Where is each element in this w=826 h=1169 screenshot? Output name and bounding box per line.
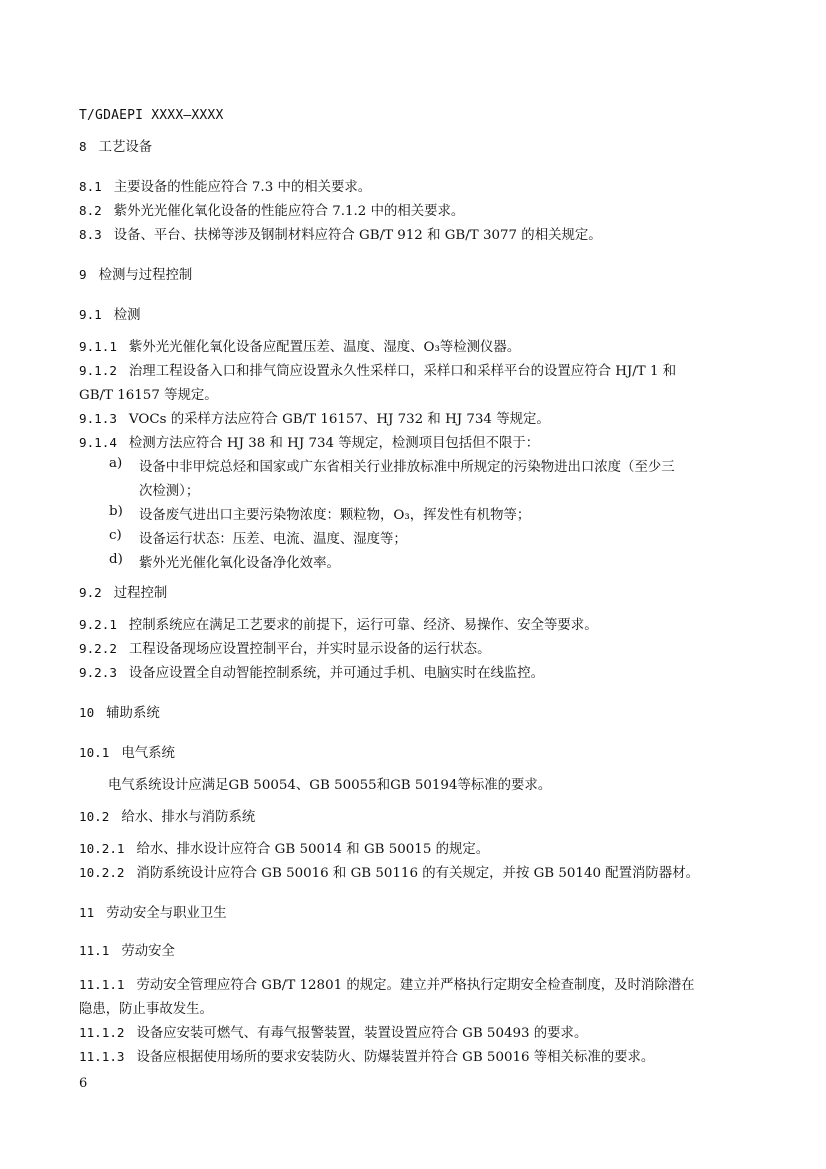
section-8-heading	[79, 136, 152, 155]
clause-text: 紫外光光催化氧化设备的性能应符合 7.1.2 中的相关要求。	[113, 204, 465, 219]
clause-11-1-2	[79, 1022, 587, 1041]
clause-number: 9.2.1	[79, 617, 117, 632]
subsection-title: 过程控制	[113, 586, 168, 601]
list-item-text: 紫外光光催化氧化设备净化效率。	[139, 556, 340, 571]
clause-11-1-1-continued: 隐患，防止事故发生。	[79, 1002, 213, 1017]
list-item-text: 设备废气进出口主要污染物浓度：颗粒物，O₃，挥发性有机物等；	[139, 508, 531, 523]
paragraph-10-1: 电气系统设计应满足GB 50054、GB 50055和GB 50194等标准的要求。	[108, 778, 552, 793]
clause-9-1-3	[79, 408, 550, 427]
list-item-label: d)	[109, 552, 123, 567]
subsection-title: 给水、排水与消防系统	[121, 810, 256, 825]
clause-text: 设备、平台、扶梯等涉及钢制材料应符合 GB/T 912 和 GB/T 3077 的相关规定。	[113, 228, 602, 243]
clause-text: 劳动安全管理应符合 GB/T 12801 的规定。建立并严格执行定期安全检查制度，及时消除潜在	[136, 978, 695, 993]
section-number: 11	[79, 905, 95, 920]
clause-number: 8.2	[79, 203, 102, 218]
subsection-title: 电气系统	[121, 746, 175, 761]
clause-number: 9.2.2	[79, 641, 117, 656]
section-number: 9	[79, 267, 87, 282]
subsection-10-2-heading	[79, 806, 255, 825]
clause-text: 设备应安装可燃气、有毒气报警装置，装置设置应符合 GB 50493 的要求。	[136, 1026, 588, 1041]
clause-number: 9.2.3	[79, 665, 117, 680]
section-title: 劳动安全与职业卫生	[106, 906, 227, 921]
clause-text: 工程设备现场应设置控制平台，并实时显示设备的运行状态。	[128, 642, 491, 657]
clause-text: 紫外光光催化氧化设备应配置压差、温度、湿度、O₃等检测仪器。	[128, 340, 521, 355]
clause-8-1	[79, 176, 371, 195]
subsection-title: 检测	[113, 308, 141, 323]
section-10-heading	[79, 702, 160, 721]
clause-number: 11.1.3	[79, 1049, 125, 1064]
section-title: 检测与过程控制	[98, 268, 193, 283]
clause-10-2-1	[79, 838, 489, 857]
clause-number: 10.2.1	[79, 841, 125, 856]
subsection-9-2-heading	[79, 582, 167, 601]
clause-text: 检测方法应符合 HJ 38 和 HJ 734 等规定，检测项目包括但不限于：	[128, 436, 540, 451]
subsection-number: 11.1	[79, 943, 110, 958]
subsection-number: 9.1	[79, 307, 102, 322]
list-item-text: 设备中非甲烷总烃和国家或广东省相关行业排放标准中所规定的污染物进出口浓度（至少三	[139, 460, 675, 475]
subsection-10-1-heading	[79, 742, 175, 761]
clause-9-2-2	[79, 638, 490, 657]
section-title: 工艺设备	[98, 140, 153, 155]
clause-text: 控制系统应在满足工艺要求的前提下，运行可靠、经济、易操作、安全等要求。	[128, 618, 598, 633]
section-number: 10	[79, 705, 95, 720]
clause-number: 10.2.2	[79, 865, 125, 880]
clause-8-2	[79, 200, 464, 219]
clause-number: 11.1.1	[79, 977, 125, 992]
subsection-number: 10.2	[79, 809, 110, 824]
clause-text: 主要设备的性能应符合 7.3 中的相关要求。	[113, 180, 372, 195]
subsection-number: 10.1	[79, 745, 110, 760]
clause-text: 消防系统设计应符合 GB 50016 和 GB 50116 的有关规定，并按 GB 50140 配置消防器材。	[136, 866, 699, 881]
section-number: 8	[79, 139, 87, 154]
clause-number: 9.1.4	[79, 435, 117, 450]
list-item-label: b)	[109, 504, 123, 519]
subsection-9-1-heading	[79, 304, 141, 323]
section-9-heading	[79, 264, 192, 283]
subsection-title: 劳动安全	[121, 944, 175, 959]
clause-9-1-2	[79, 360, 676, 379]
list-item-label: a)	[109, 456, 123, 471]
clause-text: VOCs 的采样方法应符合 GB/T 16157、HJ 732 和 HJ 734 等规定。	[128, 412, 550, 427]
clause-number: 8.1	[79, 179, 102, 194]
clause-text: 设备应设置全自动智能控制系统，并可通过手机、电脑实时在线监控。	[128, 666, 545, 681]
list-item-text-continued: 次检测）；	[139, 484, 200, 499]
subsection-number: 9.2	[79, 585, 102, 600]
section-11-heading	[79, 902, 227, 921]
clause-9-1-1	[79, 336, 520, 355]
clause-9-1-4	[79, 432, 539, 451]
list-item-label: c)	[109, 528, 122, 543]
clause-10-2-2	[79, 862, 699, 881]
clause-number: 8.3	[79, 227, 102, 242]
clause-text: 给水、排水设计应符合 GB 50014 和 GB 50015 的规定。	[136, 842, 490, 857]
clause-11-1-1	[79, 974, 695, 993]
clause-text: 设备应根据使用场所的要求安装防火、防爆装置并符合 GB 50016 等相关标准的要求。	[136, 1050, 655, 1065]
clause-number: 9.1.3	[79, 411, 117, 426]
clause-text: 治理工程设备入口和排气筒应设置永久性采样口，采样口和采样平台的设置应符合 HJ/T 1 和	[128, 364, 677, 379]
clause-number: 9.1.1	[79, 339, 117, 354]
clause-number: 11.1.2	[79, 1025, 125, 1040]
clause-9-2-1	[79, 614, 598, 633]
document-code: T/GDAEPI XXXX—XXXX	[79, 108, 224, 123]
section-title: 辅助系统	[106, 706, 160, 721]
clause-9-1-2-continued: GB/T 16157 等规定。	[79, 388, 218, 403]
clause-number: 9.1.2	[79, 363, 117, 378]
clause-11-1-3	[79, 1046, 654, 1065]
list-item-text: 设备运行状态：压差、电流、温度、湿度等；	[139, 532, 407, 547]
clause-8-3	[79, 224, 602, 243]
clause-9-2-3	[79, 662, 544, 681]
page-number: 6	[79, 1076, 88, 1091]
subsection-11-1-heading	[79, 940, 175, 959]
